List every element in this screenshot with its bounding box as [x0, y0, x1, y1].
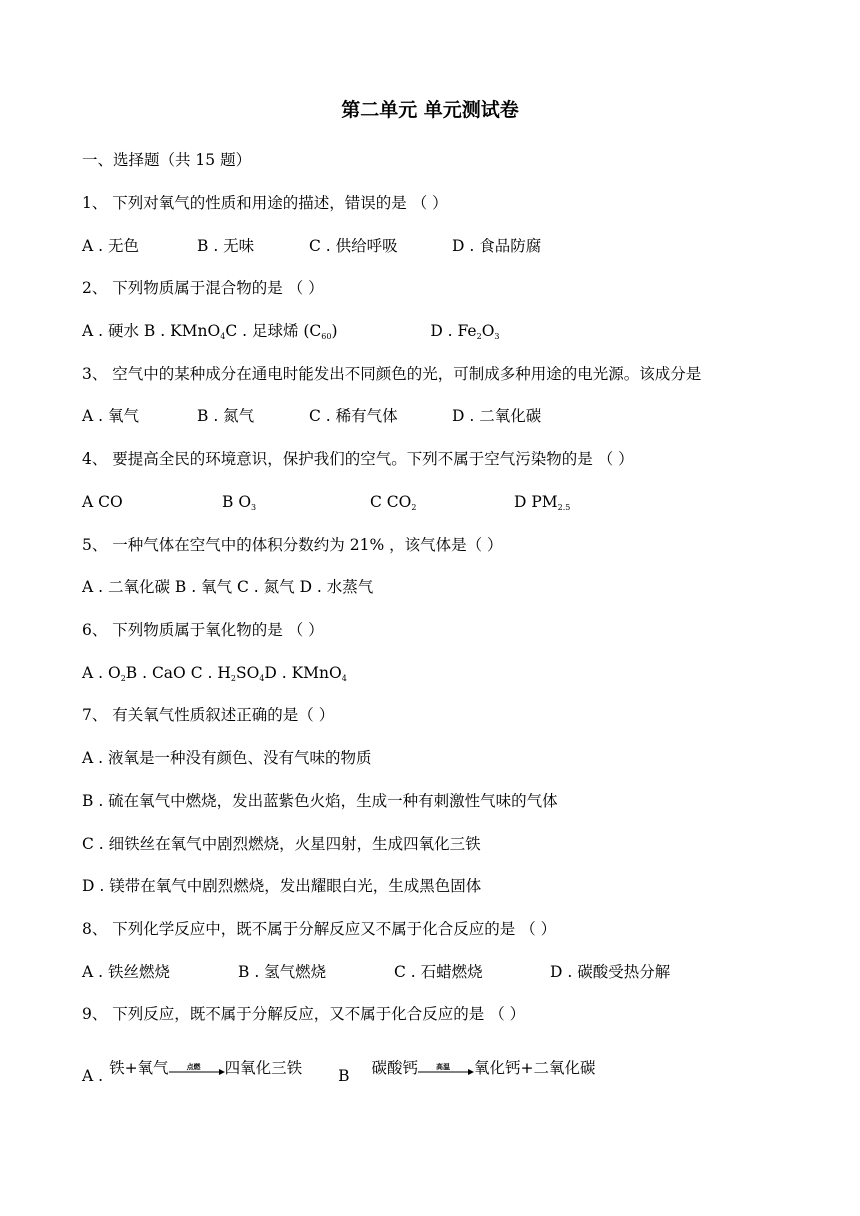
question-8-stem: 8、 下列化学反应中，既不属于分解反应又不属于化合反应的是 （ ）	[82, 920, 557, 938]
option-a: A CO	[82, 493, 123, 511]
option-b-text: B . CaO C . H	[125, 664, 231, 682]
option-a-equation	[109, 1058, 302, 1079]
option-d	[514, 492, 570, 518]
option-a	[82, 663, 126, 689]
option-d-text: D . KMnO	[264, 664, 342, 682]
option-d-mid: O	[481, 322, 495, 340]
question-8-options	[82, 962, 670, 982]
option-b	[222, 492, 370, 518]
question-7-option-b: B . 硫在氧气中燃烧，发出蓝紫色火焰，生成一种有刺激性气味的气体	[82, 792, 558, 810]
page-title: 第二单元 单元测试卷	[341, 99, 519, 121]
reactants: 铁+氧气	[109, 1059, 169, 1077]
subscript: 2	[120, 674, 126, 683]
option-d: D . 二氧化碳	[452, 407, 542, 425]
question-9-stem: 9、 下列反应，既不属于分解反应，又不属于化合反应的是 （ ）	[82, 1005, 526, 1023]
option-d-text: D . Fe	[430, 322, 477, 340]
subscript: 2.5	[557, 503, 571, 512]
subscript: 2	[476, 332, 482, 341]
arrow-icon	[418, 1068, 474, 1076]
option-a-text: A . 硬水 B . KMnO	[82, 322, 221, 340]
option-c-close: )	[331, 322, 338, 340]
question-3-options	[82, 406, 541, 426]
option-b-equation	[371, 1058, 595, 1079]
question-7-option-a: A . 液氧是一种没有颜色、没有气味的物质	[82, 749, 372, 767]
option-c: C . 稀有气体	[309, 407, 398, 425]
question-9-options	[82, 1058, 595, 1086]
question-7-option-d: D . 镁带在氧气中剧烈燃烧，发出耀眼白光，生成黑色固体	[82, 877, 482, 895]
subscript: 4	[220, 332, 226, 341]
option-c-text: SO	[235, 664, 260, 682]
subscript: 2	[230, 674, 236, 683]
question-3-stem: 3、 空气中的某种成分在通电时能发出不同颜色的光，可制成多种用途的电光源。该成分是	[82, 365, 702, 383]
section-heading: 一、选择题（共 15 题）	[82, 151, 252, 169]
option-b: B . 氢气燃烧	[238, 963, 327, 981]
option-c-text: C CO	[370, 493, 412, 511]
question-5-stem: 5、 一种气体在空气中的体积分数约为 21% ，该气体是（ ）	[82, 536, 503, 554]
option-a: A . 铁丝燃烧	[82, 963, 170, 981]
subscript: 3	[494, 332, 500, 341]
arrow-icon	[169, 1068, 225, 1076]
option-c: C . 石蜡燃烧	[394, 963, 483, 981]
subscript: 60	[321, 332, 332, 341]
option-a: A . 无色	[82, 237, 139, 255]
option-d	[264, 663, 346, 689]
option-c	[225, 321, 400, 347]
subscript: 4	[259, 674, 265, 683]
question-6-options	[82, 663, 347, 689]
reaction-condition: 点燃	[186, 1062, 201, 1071]
option-a-label: A .	[82, 1067, 104, 1085]
reactants: 碳酸钙	[371, 1059, 418, 1077]
question-2-options	[82, 321, 500, 347]
reaction-condition: 高温	[435, 1062, 450, 1071]
option-d-text: D PM	[514, 493, 558, 511]
subscript: 3	[251, 503, 257, 512]
option-a-text: A . O	[82, 664, 121, 682]
question-7-stem: 7、 有关氧气性质叙述正确的是（ ）	[82, 706, 335, 724]
question-1-options	[82, 236, 541, 256]
products: 氧化钙+二氧化碳	[473, 1059, 596, 1077]
question-7-option-c: C . 细铁丝在氧气中剧烈燃烧，火星四射，生成四氧化三铁	[82, 835, 481, 853]
option-b-text: B O	[222, 493, 252, 511]
option-a: A . 氧气	[82, 407, 139, 425]
option-b: B . 无味	[197, 237, 255, 255]
subscript: 2	[411, 503, 417, 512]
question-6-stem: 6、 下列物质属于氧化物的是 （ ）	[82, 621, 324, 639]
question-4-stem: 4、 要提高全民的环境意识，保护我们的空气。下列不属于空气污染物的是 （ ）	[82, 450, 634, 468]
option-d: D . 碳酸受热分解	[550, 963, 671, 981]
option-c-text: C . 足球烯 (C	[225, 322, 322, 340]
subscript: 4	[341, 674, 347, 683]
option-a	[82, 321, 225, 347]
reaction-arrow	[169, 1059, 225, 1079]
products: 四氧化三铁	[224, 1059, 303, 1077]
question-4-options	[82, 492, 570, 518]
question-2-stem: 2、 下列物质属于混合物的是 （ ）	[82, 279, 324, 297]
option-c: C . 供给呼吸	[309, 237, 398, 255]
option-b: B . 氮气	[197, 407, 255, 425]
option-b-c	[126, 663, 265, 689]
option-d: D . 食品防腐	[452, 237, 542, 255]
question-5-options: A . 二氧化碳 B . 氧气 C . 氮气 D . 水蒸气	[82, 578, 374, 596]
option-c	[370, 492, 514, 518]
reaction-arrow	[418, 1059, 474, 1079]
option-d	[430, 321, 499, 347]
question-1-stem: 1、 下列对氧气的性质和用途的描述，错误的是 （ ）	[82, 194, 448, 212]
option-b-label: B	[338, 1067, 350, 1085]
